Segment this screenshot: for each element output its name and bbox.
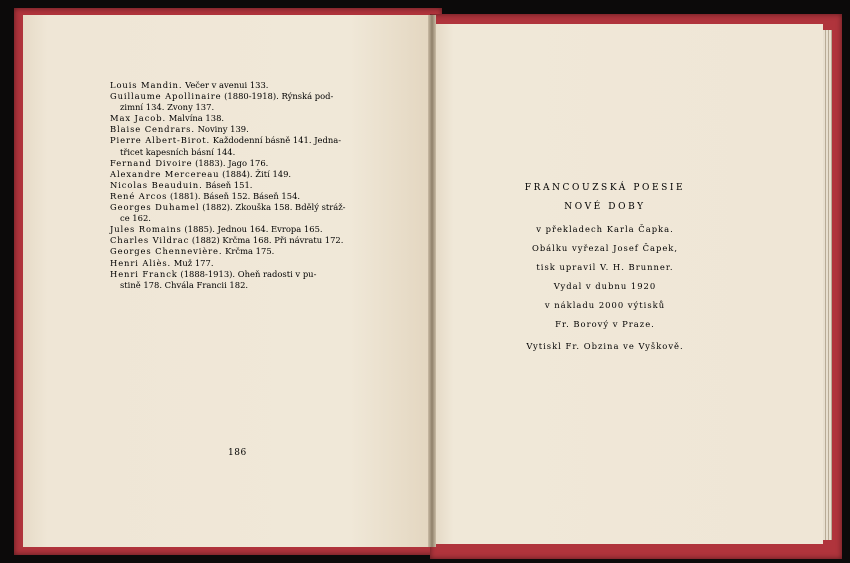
toc-works: Každodenní básně 141. Jedna- — [210, 135, 342, 146]
contents-list — [110, 80, 380, 291]
toc-entry — [110, 124, 380, 135]
toc-author: Pierre Albert-Birot. — [110, 135, 211, 146]
toc-works: Večer v avenui 133. — [182, 80, 269, 90]
toc-entry — [110, 158, 380, 169]
toc-author: Nicolas Beauduin. — [110, 179, 203, 190]
toc-works: (1888-1913). Oheň radosti v pu- — [177, 268, 317, 279]
toc-entry — [110, 235, 380, 246]
toc-author: Guillaume Apollinaire — [110, 91, 222, 102]
toc-author: Max Jacob. — [110, 113, 167, 124]
toc-works: Malvína 138. — [166, 113, 225, 124]
colophon-line: v nákladu 2000 výtisků — [544, 300, 666, 310]
colophon — [500, 183, 710, 351]
toc-author: Jules Romains — [110, 224, 182, 235]
colophon-subtitle: NOVÉ DOBY — [564, 202, 646, 212]
toc-entry — [110, 135, 380, 157]
toc-entry — [110, 269, 380, 291]
toc-author: Alexandre Mercereau — [110, 168, 220, 179]
toc-works: Muž 177. — [171, 257, 214, 268]
toc-works: (1884). Žití 149. — [219, 168, 292, 179]
toc-author: Henri Aliès. — [110, 257, 172, 268]
colophon-title: FRANCOUZSKÁ POESIE — [524, 183, 686, 193]
toc-works: (1882). Zkouška 158. Bdělý stráž- — [199, 202, 346, 213]
toc-entry — [110, 191, 380, 202]
toc-works: Báseň 151. — [202, 179, 253, 190]
toc-author: Louis Mandin. — [110, 80, 183, 90]
toc-works: (1881). Báseň 152. Báseň 154. — [167, 190, 301, 201]
toc-entry — [110, 180, 380, 191]
toc-author: Henri Franck — [110, 268, 178, 279]
toc-author: Georges Duhamel — [110, 202, 200, 213]
toc-author: Charles Vildrac — [110, 235, 190, 246]
toc-entry — [110, 224, 380, 235]
toc-works: Noviny 139. — [194, 124, 249, 135]
toc-entry — [110, 258, 380, 269]
toc-continuation: zimní 134. Zvony 137. — [120, 102, 215, 113]
toc-author: René Arcos — [110, 190, 168, 201]
toc-entry — [110, 113, 380, 124]
book-gutter — [428, 15, 436, 547]
colophon-line: Vydal v dubnu 1920 — [553, 281, 657, 291]
colophon-line: v překladech Karla Čapka. — [536, 224, 674, 234]
toc-works: (1883). Jago 176. — [192, 157, 269, 168]
colophon-line: Fr. Borový v Praze. — [555, 319, 655, 329]
toc-works: (1880-1918). Rýnská pod- — [221, 91, 334, 102]
toc-entry — [110, 169, 380, 180]
toc-entry — [110, 246, 380, 257]
page-number: 186 — [228, 448, 247, 458]
toc-entry — [110, 91, 380, 113]
toc-continuation: ce 162. — [120, 213, 151, 224]
page-edges — [823, 30, 832, 540]
toc-works: (1885). Jednou 164. Evropa 165. — [181, 224, 323, 235]
toc-works: Krčma 175. — [222, 246, 275, 257]
colophon-printer: Vytiskl Fr. Obzina ve Vyškově. — [526, 341, 684, 351]
colophon-line: Obálku vyřezal Josef Čapek, — [531, 243, 679, 253]
toc-continuation: třicet kapesních básní 144. — [120, 146, 236, 157]
toc-continuation: stině 178. Chvála Francii 182. — [120, 279, 249, 290]
toc-author: Blaise Cendrars. — [110, 124, 195, 135]
toc-entry — [110, 202, 380, 224]
colophon-line: tisk upravil V. H. Brunner. — [536, 262, 674, 272]
toc-author: Fernand Divoire — [110, 157, 193, 168]
toc-author: Georges Chennevière. — [110, 246, 223, 257]
toc-works: (1882) Krčma 168. Při návratu 172. — [189, 235, 344, 246]
toc-entry — [110, 80, 380, 91]
